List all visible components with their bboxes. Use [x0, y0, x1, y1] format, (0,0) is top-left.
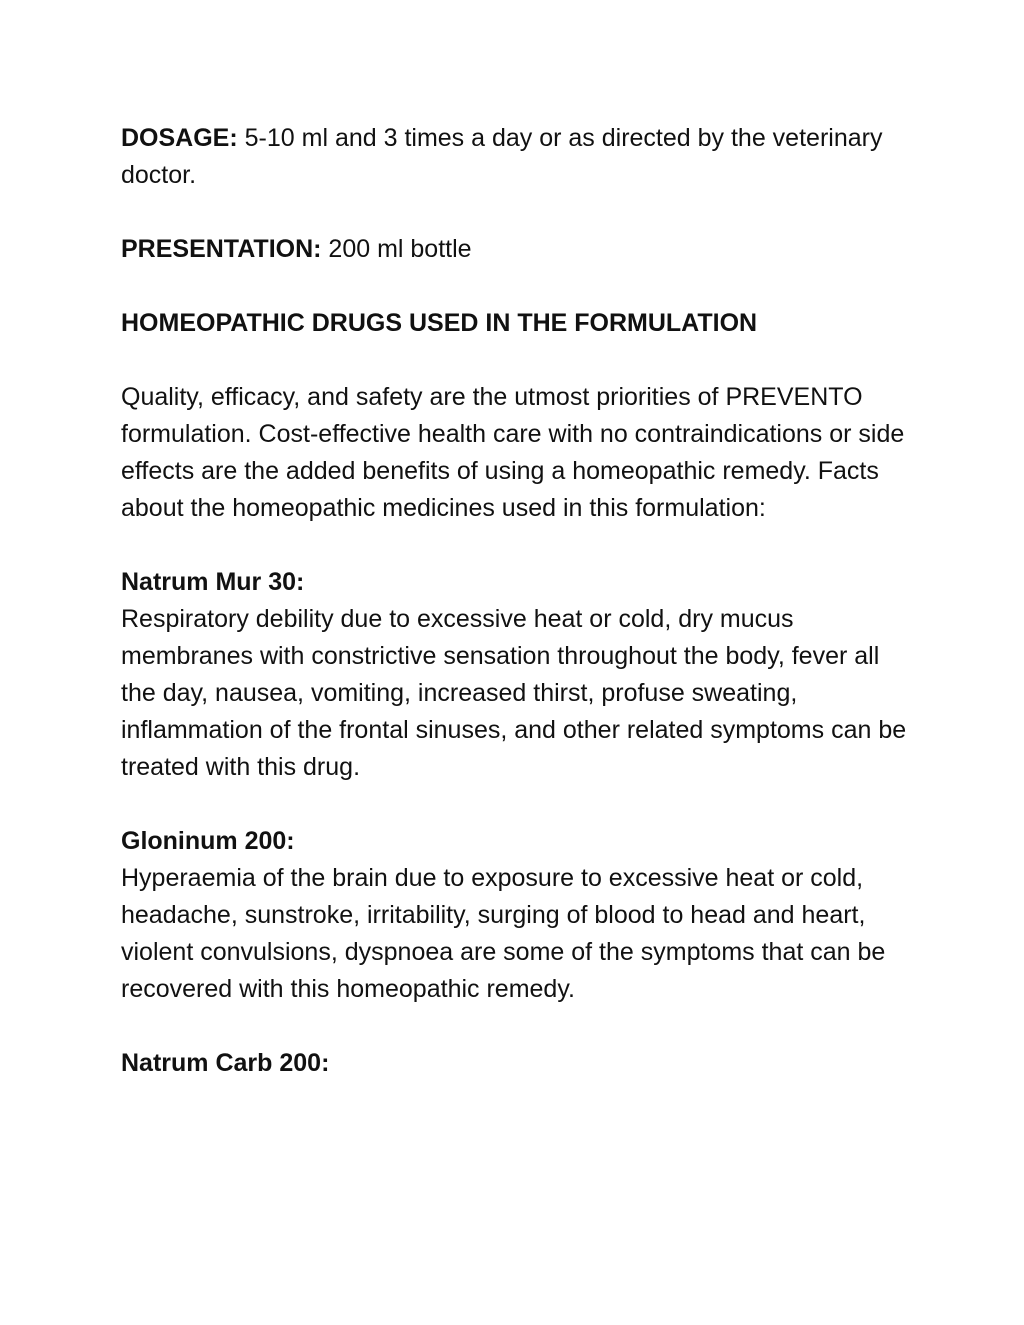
dosage-label: DOSAGE: — [121, 124, 238, 152]
drug-entry-natrum-mur — [121, 564, 911, 786]
drug-title: Gloninum 200: — [121, 827, 295, 855]
drug-description: Respiratory debility due to excessive heat or cold, dry mucus membranes with constrictive sensation throughout the body, fever all the day, nausea, vomiting, increased thirst, profuse sweating, inflammation of the frontal sinuses, and other related symptoms can be treated with this drug. — [121, 605, 907, 781]
presentation-label: PRESENTATION: — [121, 235, 322, 263]
presentation-paragraph — [121, 231, 911, 268]
document-page — [121, 120, 911, 1119]
drug-description: Hyperaemia of the brain due to exposure to excessive heat or cold, headache, sunstroke, irritability, surging of blood to head and heart, violent convulsions, dyspnoea are some of the symptoms that can be recovered with this homeopathic remedy. — [121, 864, 886, 1003]
drug-entry-natrum-carb — [121, 1045, 911, 1082]
drug-entry-gloninum — [121, 823, 911, 1008]
dosage-text: 5-10 ml and 3 times a day or as directed by the veterinary doctor. — [121, 124, 883, 189]
section-heading: HOMEOPATHIC DRUGS USED IN THE FORMULATION — [121, 309, 758, 337]
presentation-text: 200 ml bottle — [321, 235, 472, 263]
drug-title: Natrum Mur 30: — [121, 568, 305, 596]
drug-title: Natrum Carb 200: — [121, 1049, 330, 1077]
dosage-paragraph — [121, 120, 911, 194]
intro-paragraph: Quality, efficacy, and safety are the utmost priorities of PREVENTO formulation. Cost-effective health care with no contraindications or side effects are the added benefits of using a homeopathic remedy. Facts about the homeopathic medicines used in this formulation: — [121, 383, 905, 522]
